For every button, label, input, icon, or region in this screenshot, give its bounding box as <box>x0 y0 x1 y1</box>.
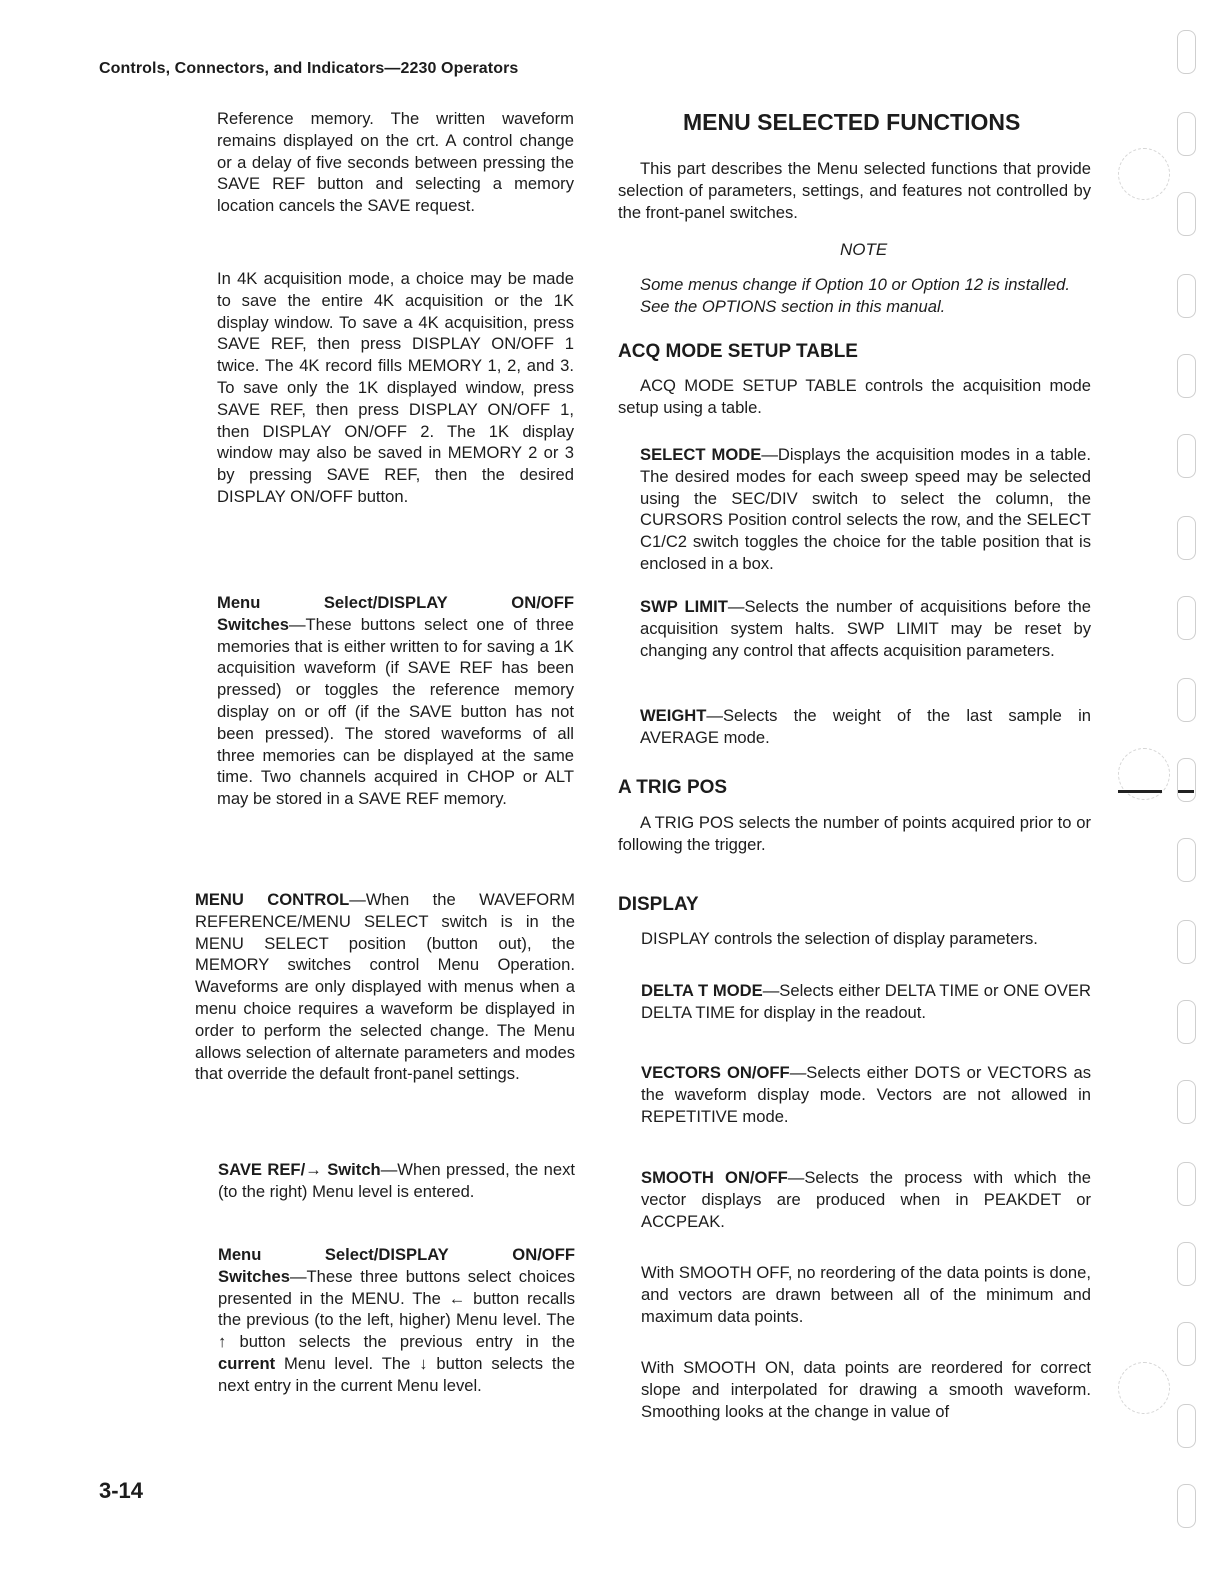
registration-mark <box>1178 790 1194 793</box>
delta-t-mode-body: —Selects either DELTA TIME or ONE OVER DELTA TIME for display in the readout. <box>641 981 1091 1022</box>
weight-body: —Selects the weight of the last sample in AVERAGE mode. <box>640 706 1091 747</box>
save-ref-switch-paragraph <box>218 1159 575 1203</box>
display-intro: DISPLAY controls the selection of display parameters. <box>641 929 1038 948</box>
save-ref-lead: SAVE REF/→ Switch <box>218 1160 381 1179</box>
binder-tab <box>1177 678 1196 722</box>
weight-paragraph <box>640 705 1091 749</box>
binder-tab <box>1177 1404 1196 1448</box>
display-heading: DISPLAY <box>618 894 699 915</box>
lead-word-onoff-2: ON/OFF <box>512 1245 575 1264</box>
lead-word-menu: Menu <box>217 593 261 612</box>
lead-word-switches-2: Switches <box>218 1266 290 1286</box>
swp-limit-paragraph <box>640 596 1091 661</box>
menu-select-body-2a: —These three buttons select choices presented in the MENU. The ← button recalls the previous (to the left, higher) Menu level. The ↑ button selects the previous entry in the <box>218 1266 575 1352</box>
a-trig-pos-heading: A TRIG POS <box>618 777 728 798</box>
left-paragraph-1: Reference memory. The written waveform remains displayed on the crt. A control change or a delay of five seconds between pressing the SAVE REF button and selecting a memory location cancels the SAVE request. <box>217 109 574 216</box>
binder-tab <box>1177 1484 1196 1528</box>
binder-tab <box>1177 30 1196 74</box>
lead-word-switches: Switches <box>217 614 289 634</box>
lead-word-onoff: ON/OFF <box>511 593 574 612</box>
binder-tab <box>1177 1080 1196 1124</box>
lead-word-menu-2: Menu <box>218 1245 262 1264</box>
menu-control-body: —When the WAVEFORM REFERENCE/MENU SELECT switch is in the MENU SELECT position (button out), the MEMORY switches control Menu Operation. Waveforms are only displayed with menus when a menu choice requires a waveform be displayed in order to perform the selected change. The Menu allows selection of alternate parameters and modes that override the default front-panel settings. <box>195 890 575 1084</box>
running-header: Controls, Connectors, and Indicators—2230 Operators <box>99 60 519 77</box>
smooth-on-paragraph: With SMOOTH ON, data points are reordered for correct slope and interpolated for drawing a smooth waveform. Smoothing looks at the change in value of <box>641 1358 1091 1421</box>
select-mode-body: —Displays the acquisition modes in a table. The desired modes for each sweep speed may be selected using the SEC/DIV switch to select the column, the CURSORS Position control selects the row, and the SELECT C1/C2 switch toggles the choice for the table position that is enclosed in a box. <box>640 445 1091 573</box>
lead-word-select-display: Select/DISPLAY <box>323 593 448 612</box>
weight-lead: WEIGHT <box>640 706 707 725</box>
binder-tab <box>1177 112 1196 156</box>
binder-tab <box>1177 838 1196 882</box>
smooth-paragraph <box>641 1167 1091 1232</box>
binder-tab <box>1177 354 1196 398</box>
vectors-body: —Selects either DOTS or VECTORS as the waveform display mode. Vectors are not allowed in REPETITIVE mode. <box>641 1063 1091 1126</box>
binder-tab <box>1177 1242 1196 1286</box>
menu-select-body-2b: Menu level. The ↓ button selects the next entry in the current Menu level. <box>218 1353 575 1395</box>
binder-tab <box>1177 274 1196 318</box>
menu-select-switches-paragraph-2 <box>218 1244 575 1397</box>
note-text: Some menus change if Option 10 or Option 12 is installed. See the OPTIONS section in this manual. <box>640 275 1070 316</box>
intro-paragraph: This part describes the Menu selected functions that provide selection of parameters, settings, and features not controlled by the front-panel switches. <box>618 159 1091 222</box>
select-mode-paragraph <box>640 444 1091 575</box>
registration-mark <box>1118 790 1162 793</box>
lead-word-select-display-2: Select/DISPLAY <box>324 1245 449 1264</box>
menu-select-lead-line <box>217 592 574 614</box>
left-paragraph-2: In 4K acquisition mode, a choice may be made to save the entire 4K acquisition or the 1K display window. To save a 4K acquisition, press SAVE REF, then press DISPLAY ON/OFF 1 twice. The 4K record fills MEMORY 1, 2, and 3. To save only the 1K displayed window, press SAVE REF, then press DISPLAY ON/OFF 1, then DISPLAY ON/OFF 2. The 1K display window may also be saved in MEMORY 2 or 3 by pressing SAVE REF, then the desired DISPLAY ON/OFF button. <box>217 269 574 506</box>
acq-mode-intro: ACQ MODE SETUP TABLE controls the acquisition mode setup using a table. <box>618 376 1091 417</box>
binder-tab <box>1177 1162 1196 1206</box>
acq-mode-heading: ACQ MODE SETUP TABLE <box>618 341 858 362</box>
binder-tab <box>1177 1322 1196 1366</box>
note-label: NOTE <box>840 240 888 259</box>
smooth-lead: SMOOTH ON/OFF <box>641 1168 788 1187</box>
punch-hole <box>1118 148 1170 200</box>
smooth-off-paragraph: With SMOOTH OFF, no reordering of the data points is done, and vectors are drawn between all of the minimum and maximum data points. <box>641 1263 1091 1326</box>
menu-control-lead: MENU CONTROL <box>195 890 350 909</box>
delta-t-mode-lead: DELTA T MODE <box>641 981 763 1000</box>
menu-control-paragraph <box>195 889 575 1085</box>
section-title: MENU SELECTED FUNCTIONS <box>683 109 1021 135</box>
binder-tab <box>1177 920 1196 964</box>
binder-tab <box>1177 434 1196 478</box>
select-mode-lead: SELECT MODE <box>640 445 762 464</box>
binder-tab <box>1177 1000 1196 1044</box>
menu-select-switches-paragraph <box>217 592 574 810</box>
binder-tab <box>1177 758 1196 802</box>
binder-tab <box>1177 192 1196 236</box>
bold-current: current <box>218 1353 276 1373</box>
a-trig-pos-body: A TRIG POS selects the number of points acquired prior to or following the trigger. <box>618 813 1091 854</box>
swp-limit-body: —Selects the number of acquisitions before the acquisition system halts. SWP LIMIT may be reset by changing any control that affects acquisition parameters. <box>640 597 1091 660</box>
smooth-body: —Selects the process with which the vector displays are produced when in PEAKDET or ACCPEAK. <box>641 1168 1092 1231</box>
vectors-paragraph <box>641 1062 1091 1127</box>
menu-select-lead-line-2 <box>218 1244 575 1266</box>
page-number: 3-14 <box>99 1478 144 1503</box>
delta-t-mode-paragraph <box>641 980 1091 1024</box>
menu-select-body: —These buttons select one of three memories that is either written to for saving a 1K acquisition waveform (if SAVE REF has been pressed) or toggles the reference memory display on or off (if the SAVE button has not been pressed). The stored waveforms of all three memories can be displayed at the same time. Two channels acquired in CHOP or ALT may be stored in a SAVE REF memory. <box>217 614 574 809</box>
vectors-lead: VECTORS ON/OFF <box>641 1063 790 1082</box>
swp-limit-lead: SWP LIMIT <box>640 597 728 616</box>
binder-tab <box>1177 596 1196 640</box>
binder-tab <box>1177 516 1196 560</box>
save-ref-body: —When pressed, the next (to the right) Menu level is entered. <box>218 1160 575 1201</box>
punch-hole <box>1118 1362 1170 1414</box>
